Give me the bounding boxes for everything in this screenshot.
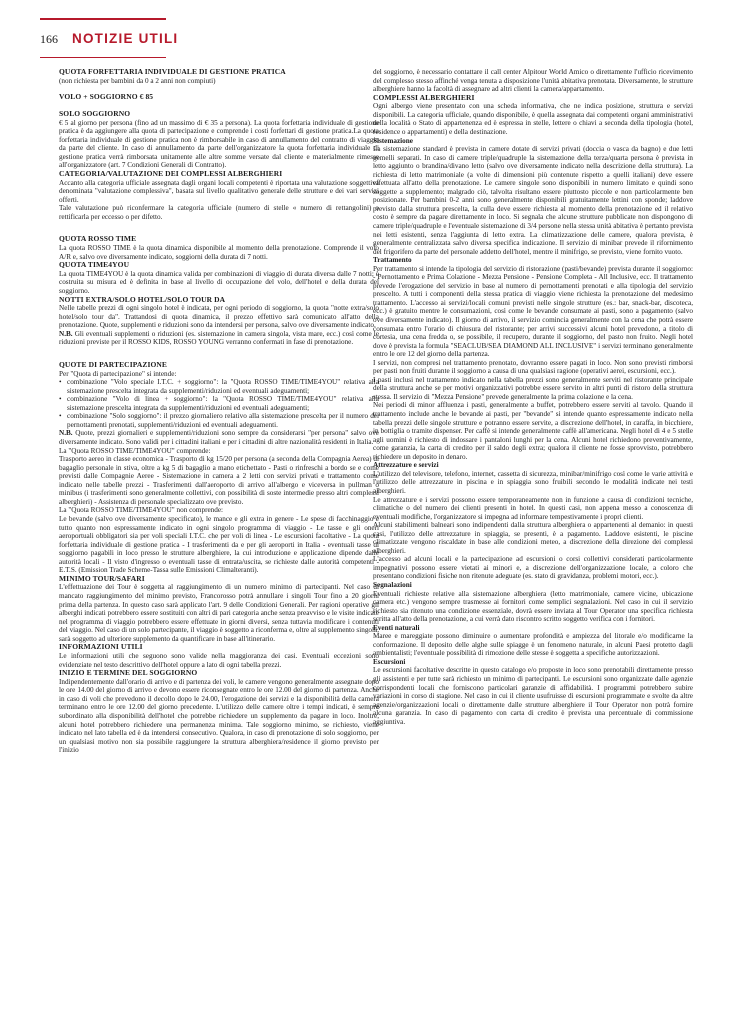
non-comprende-intro: La "Quota ROSSO TIME/TIME4YOU" non comprende: (59, 506, 224, 515)
notti-extra-title: NOTTI EXTRA/SOLO HOTEL/SOLO TOUR DA (59, 294, 226, 304)
complessi-text: Ogni albergo viene presentato con una scheda informativa, che ne indica posizione, struttura e servizi disponibili. La categoria ufficiale, quando disponibile, è quella assegnata dai competenti organi amministrativi della località o Stato di appartenenza ed è espressa in stelle, lettere o chiavi a seconda della tipologia (hotel, residence o appartamenti) e della destinazione. (373, 102, 693, 136)
attrezzature-text-3: Alcuni stabilimenti balneari sono indipendenti dalla struttura alberghiera o appartenenti al demanio: in questi casi, l'utilizzo delle attrezzature in spiaggia, se presenti, è a pagamento. Laddove esistenti, le piscine climatizzate vengono riscaldate in base alle condizioni meteo, a discrezione della direzione dei complessi alberghieri. (373, 521, 693, 555)
section-title: NOTIZIE UTILI (72, 31, 179, 46)
quote-partecipazione-intro: Per "Quota di partecipazione" si intende: (59, 369, 177, 378)
eventi-naturali-text: Maree e mareggiate possono diminuire o aumentare profondità e ampiezza del litorale e/o modificarne la conformazione. Il deposito delle alghe sulle spiagge è un fenomeno naturale, in alcuni Paesi protetto dagli ambientalisti; l'eventuale possibilità di rimozione delle stesse è soggetta a specifiche autorizzazioni. (373, 632, 693, 658)
quote-partecipazione-list (59, 378, 379, 429)
complessi-title: COMPLESSI ALBERGHIERI (373, 92, 475, 102)
page-header (40, 31, 178, 47)
list-item: • combinazione "Solo soggiorno": il prezzo giornaliero relativo alla sistemazione prescelta per il numero dei pernottamenti prenotati, supplementi/riduzioni ed eventuali adeguamenti. (59, 412, 379, 429)
list-item: • combinazione "Volo speciale I.T.C. + soggiorno": la "Quota ROSSO TIME/TIME4YOU" relativa alla sistemazione prescelta integrata da supplementi/riduzioni ed eventuali adeguamenti; (59, 378, 379, 395)
informazioni-utili-title: INFORMAZIONI UTILI (59, 642, 143, 652)
categoria-text-2: Tale valutazione può riconfermare la categoria ufficiale (numero di stelle « numero di rettangolini) o rettificarla per eccesso o per difetto. (59, 204, 379, 221)
attrezzature-text-4: L'accesso ad alcuni locali e la partecipazione ad escursioni o corsi collettivi considerati particolarmente impegnativi possono essere vietati ai minori e, a discrezione dell'organizzazione locale, a coloro che presentano condizioni fisiche non ritenute adeguate (es. stato di gravidanza, problemi motori, ecc.). (373, 555, 693, 581)
inizio-termine-text: Indipendentemente dall'orario di arrivo e di partenza dei voli, le camere vengono generalmente assegnate dopo le ore 14.00 del giorno di arrivo e devono essere riconsegnate entro le ore 12.00 del giorno di partenza. Anche in caso di voli che prevedono il decollo dopo le 24.00, l'erogazione dei servizi e la disponibilità della camera terminano entro le ore 12.00 del giorno precedente. L'utilizzo delle camere oltre i tempi indicati, è sempre subordinato alla disponibilità dell'hotel che potrebbe richiedere un supplemento da pagare in loco. Inoltre, alcuni hotel potrebbero richiedere una permanenza minima. Tale soggiorno minimo, se richiesto, viene indicato nel lato tabella ed è da intendersi consecutivo. Qualora, in caso di prenotazione di solo soggiorno, per un qualsiasi motivo non sia possibile raggiungere la struttura alberghiera/residence il giorno previsto per l'inizio (59, 677, 379, 755)
trattamento-text-2: I servizi, non compresi nel trattamento prenotato, dovranno essere pagati in loco. Non sono previsti rimborsi per pasti non fruiti durante il soggiorno a causa di una qualsiasi ragione (operativi aerei, escursioni, ecc.). (373, 358, 693, 376)
quota-rosso-title: QUOTA ROSSO TIME (59, 234, 137, 244)
quote-partecipazione-title: QUOTE DI PARTECIPAZIONE (59, 359, 168, 369)
page-number: 166 (40, 32, 58, 46)
right-column (373, 68, 693, 726)
nb-label: N.B. (59, 429, 73, 438)
nb-label: N.B. (59, 329, 73, 338)
minimo-tour-text: L'effettuazione dei Tour è soggetta al raggiungimento di un numero minimo di partecipanti. Nel caso di mancato raggiungimento del minimo previsto, Francorosso potrà annullare i singoli Tour fino a 20 giorni prima della partenza. In questo caso sarà applicato l'art. 9 delle Condizioni Generali. Per ragioni operative gli alberghi indicati potrebbero essere sostituiti con altri di pari categoria anche senza preavviso e le visite indicate nel programma di viaggio potrebbero essere effettuate in giorni diversi, senza tuttavia modificare i contenuti del viaggio. Nel caso di un solo partecipante, il viaggio è soggetto a riconferma e, oltre al supplemento singola, sarà soggetto ad ulteriore supplemento da quantificare in base all'itinerario. (59, 583, 379, 643)
solo-soggiorno-text: € 5 al giorno per persona (fino ad un massimo di € 35 a persona). La quota forfettaria individuale di gestione pratica è da aggiungere alla quota di partecipazione e comprende i costi forfettari di gestione pratica.La quota forfettaria individuale di gestione pratica non è rimborsabile in caso di annullamento del contratto di viaggio da parte del cliente. In caso di annullamento da parte dell'organizzatore la quota forfettaria individuale di gestione pratica verrà rimborsata unitamente alle altre somme versate dal cliente e materialmente rimesse all'organizzatore (art. 7 Condizioni Generali di Contratto). (59, 118, 379, 170)
solo-soggiorno-title: SOLO SOGGIORNO (59, 108, 131, 118)
sistemazione-text: La sistemazione standard è prevista in camere dotate di servizi privati (doccia o vasca da bagno) e due letti gemelli separati. In caso di camere triple/quadruple la sistemazione della terza/quarta persona è prevista in letto aggiunto o brandina/divano letto (salvo ove diversamente indicato nella descrizione della struttura). La richiesta di letto matrimoniale (a volte di dimensioni più contenute rispetto a quelli italiani) deve essere effettuata all'atto della prenotazione. Le camere singole sono disponibili in numero limitato e quindi sono soggette a supplemento; malgrado ciò, talvolta risultano essere piuttosto piccole e non particolarmente ben posizionate. Per bambini 0-2 anni sono generalmente disponibili gratuitamente lettini con sponde; laddove previsto dalla struttura prescelta, la culla deve essere richiesta al momento della prenotazione ed il relativo costo è sempre da pagare direttamente in loco. Si segnala che alcune strutture pubblicate non dispongono di camere triple/quadruple e l'eventuale sistemazione di 3/4 persone nella stessa unità abitativa è pertanto prevista nei letti esistenti, senza l'aggiunta di letto extra. La climatizzazione delle camere, qualora prevista, è generalmente centralizzata salvo diversa specifica indicazione. Il servizio di minibar prevede il rifornimento del frigorifero da parte del personale addetto dell'hotel, mentre il minifrigo, se previsto, viene fornito vuoto. (373, 145, 693, 256)
quota-time4you-title: QUOTA TIME4YOU (59, 260, 130, 270)
nb-text: Gli eventuali supplementi o riduzioni (es. sistemazione in camera singola, vista mare, ecc.) così come le riduzioni previste per il ROSSO KIDS, ROSSO YOUNG verranno confermati in fase di prenotazione. (59, 329, 379, 347)
attrezzature-text-2: Le attrezzature e i servizi possono essere temporaneamente non in funzione a causa di condizioni tecniche, climatiche o del numero dei clienti presenti in hotel. In questi casi, non appena messo a conoscenza di eventuali modifiche, l'organizzatore si impegna ad informare tempestivamente i propri clienti. (373, 495, 693, 521)
trattamento-text: Per trattamento si intende la tipologia del servizio di ristorazione (pasti/bevande) prevista durante il soggiorno: - Pernottamento e Prima Colazione - Mezza Pensione - Pensione Completa - All Inclusive, ecc. Il trattamento prevede l'erogazione del servizio in base al numero di pernottamenti prenotati e alla tipologia del servizio prescelto. A tutti i componenti della stessa pratica di viaggio viene richiesta la prenotazione del medesimo trattamento. L'accesso ai servizi/locali comuni previsti nelle singole strutture (es.: bar, snack-bar, discoteca, ecc.) è gratuito mentre le consumazioni, così come le bevande consumate ai pasti, sono a pagamento (salvo ove diversamente indicato). Il giorno di arrivo, il servizio comincia generalmente con la cena che potrà essere consumata entro l'orario di chiusura del ristorante; per arrivi successivi alcuni hotel prevedono, a titolo di cortesia, una cena fredda o, se possibile, il recupero, durante il soggiorno, del pasto non fruito. Negli hotel dove è prevista la formula "SEACLUB/SEA DIAMOND ALL INCLUSIVE" i servizi terminano generalmente entro le ore 12 del giorno della partenza. (373, 264, 693, 359)
notti-extra-text: Nelle tabelle prezzi di ogni singolo hotel è indicata, per ogni periodo di soggiorno, la quota "notte extra/solo hotel/solo tour da". Trattandosi di quota dinamica, il prezzo effettivo sarà comunicato all'atto della prenotazione. Quote, supplementi e riduzioni sono da intendersi per persona, salvo ove diversamente indicato. (59, 304, 379, 330)
quota-time4you-text: La quota TIME4YOU è la quota dinamica valida per combinazioni di viaggio di durata diversa dalle 7 notti; è costruita su misura ed è definita in base al livello di occupazione del volo, dell'hotel e della durata del soggiorno. (59, 269, 379, 295)
quota-rosso-text: La quota ROSSO TIME è la quota dinamica disponibile al momento della prenotazione. Comprende il volo A/R e, salvo ove diversamente indicato, soggiorni della durata di 7 notti. (59, 244, 379, 261)
non-comprende-text: Le bevande (salvo ove diversamente specificato), le mance e gli extra in genere - Le spese di facchinaggio e tutto quanto non espressamente indicato in ogni singolo programma di viaggio - Le tasse e gli oneri aeroportuali obbligatori sia per voli speciali I.T.C. che per voli di linea - Le escursioni facoltative - La quota forfettaria individuale di gestione pratica - I trasferimenti da e per gli aeroporti in Italia - eventuali tasse di soggiorno pagabili in loco presso le strutture alberghiere, la cui introduzione e applicazione dipende dalle autorità locali - Il visto d'ingresso o eventuali tasse di entrata/uscita, se richieste dalle autorità competenti - E.T.S. (Emission Trade Scheme-Tassa sulle Emissioni Climalteranti). (59, 514, 379, 575)
categoria-text: Accanto alla categoria ufficiale assegnata dagli organi locali competenti è riportata una valutazione soggettiva denominata "valutazione complessiva", basata sul livello qualitativo generale delle strutture e dei vari servizi offerti. (59, 178, 379, 204)
escursioni-title: Escursioni (373, 657, 406, 666)
continuation-text: del soggiorno, è necessario contattare il call center Alpitour World Amico o direttamente l'ufficio ricevimento del complesso stesso affinché venga tenuta a disposizione l'unità abitativa prenotata. Diversamente, le strutture alberghiere hanno la facoltà di assegnare ad altri clienti la camera/appartamento. (373, 68, 693, 94)
nb-text: Quote, prezzi giornalieri e supplementi/riduzioni sono sempre da considerarsi "per persona" salvo ove diversamente indicato. Sono validi per i cittadini italiani e per i cittadini di altre nazionalità residenti in Italia. (59, 429, 379, 447)
minimo-tour-title: MINIMO TOUR/SAFARI (59, 573, 145, 583)
trattamento-text-3: I pasti inclusi nel trattamento indicato nella tabella prezzi sono generalmente serviti nel ristorante principale della struttura anche se per motivi organizzativi potrebbe essere servito in altri punti di ristoro della struttura stessa. Il servizio di "Mezza Pensione" prevede generalmente la prima colazione e la cena. (373, 375, 693, 401)
attrezzature-title: Attrezzature e servizi (373, 461, 439, 470)
comprende-text: Trasporto aereo in classe economica - Trasporto di kg 15/20 per persona (a seconda della Compagnia Aerea) di bagaglio personale in stiva, oltre a kg 5 di bagaglio a mano etichettato - Pasti o rinfreschi a bordo se e come previsti dalle Compagnie Aeree - Sistemazione in camera a 2 letti con servizi privati e trattamento come indicato nelle tabelle prezzi - Trasferimenti dall'aeroporto di arrivo all'albergo e viceversa in pullman o minibus (i trasferimenti sono generalmente collettivi, con possibilità di soste intermedie presso altri complessi alberghieri) - Assistenza di personale specializzato ove previsto. (59, 455, 379, 506)
quota-forfettaria-price: VOLO + SOGGIORNO € 85 (59, 92, 154, 102)
attrezzature-text: L'utilizzo del televisore, telefono, internet, cassetta di sicurezza, minibar/minifrigo così come le varie attività e l'utilizzo delle attrezzature in piscina e in spiaggia sono fruibili secondo le modalità indicate nei testi alberghieri. (373, 469, 693, 495)
list-item: • combinazione "Volo di linea + soggiorno": la "Quota ROSSO TIME/TIME4YOU" relativa alla sistemazione prescelta integrata da supplementi/riduzioni ed eventuali adeguamenti; (59, 395, 379, 412)
quota-forfettaria-subtitle: (non richiesta per bambini da 0 a 2 anni non compiuti) (59, 76, 216, 85)
trattamento-text-4: Nei periodi di minor affluenza i pasti, generalmente a buffet, potrebbero essere serviti al tavolo. Quando il trattamento include anche le bevande ai pasti, per "bevande" si intende quanto espressamente indicato nella tabella prezzi delle singole strutture e potranno essere servite, a discrezione dell'hotel, in caraffa, in bicchiere, in bottiglia o tramite dispenser. Per caffè si intende generalmente caffè all'americana. Negli hotel di 4 e 5 stelle agli uomini è richiesto di indossare i pantaloni lunghi per la cena. Alcuni hotel richiedono preventivamente, come garanzia, la carta di credito per il saldo degli extra; qualora il cliente ne fosse sprovvisto, potrebbero richiedere un deposito in denaro. (373, 401, 693, 461)
inizio-termine-title: INIZIO E TERMINE DEL SOGGIORNO (59, 668, 198, 678)
informazioni-utili-text: Le informazioni utili che seguono sono valide nella maggioranza dei casi. Eventuali eccezioni sono evidenziate nel testo descrittivo dell'hotel oppure a lato di ogni tabella prezzi. (59, 652, 379, 669)
quota-forfettaria-title: QUOTA FORFETTARIA INDIVIDUALE DI GESTIONE PRATICA (59, 67, 286, 76)
quote-partecipazione-nb (59, 429, 379, 446)
comprende-intro: La "Quota ROSSO TIME/TIME4YOU" comprende: (59, 446, 211, 455)
header-top-rule (40, 18, 166, 20)
sistemazione-title: Sistemazione (373, 136, 413, 145)
segnalazioni-title: Segnalazioni (373, 580, 412, 589)
left-column (59, 68, 379, 755)
notti-extra-nb (59, 330, 379, 347)
categoria-title: CATEGORIA/VALUTAZIONE DEI COMPLESSI ALBERGHIERI (59, 168, 283, 178)
eventi-naturali-title: Eventi naturali (373, 623, 420, 632)
segnalazioni-text: Eventuali richieste relative alla sistemazione alberghiera (letto matrimoniale, camere vicine, ubicazione camera etc.) vengono sempre trasmesse ai fornitori come semplici segnalazioni. Nel caso in cui il servizio richiesto sia ritenuto una condizione essenziale, dovrà essere inviata al Tour Operator una specifica richiesta scritta all'atto della prenotazione, a cui verrà dato riscontro scritto soggetto verifica con i fornitori. (373, 589, 693, 624)
trattamento-title: Trattamento (373, 256, 412, 265)
escursioni-text: Le escursioni facoltative descritte in questo catalogo e/o proposte in loco sono prenotabili direttamente presso gli assistenti e per tutte sarà richiesto un minimo di partecipanti. Le escursioni sono organizzate dalle agenzie corrispondenti locali che forniscono particolari garanzie di affidabilità. I programmi potrebbero subire variazioni in corso di stagione. Nel caso in cui il cliente usufruisse di escursioni programmate e svolte da altre agenzie/organizzazioni locali o direttamente dalle strutture alberghiere il Tour Operator non potrà fornire alcuna garanzia. In caso di pagamento con carta di credito è prevista una percentuale di commissione aggiuntiva. (373, 666, 693, 726)
header-bottom-rule (40, 57, 166, 58)
